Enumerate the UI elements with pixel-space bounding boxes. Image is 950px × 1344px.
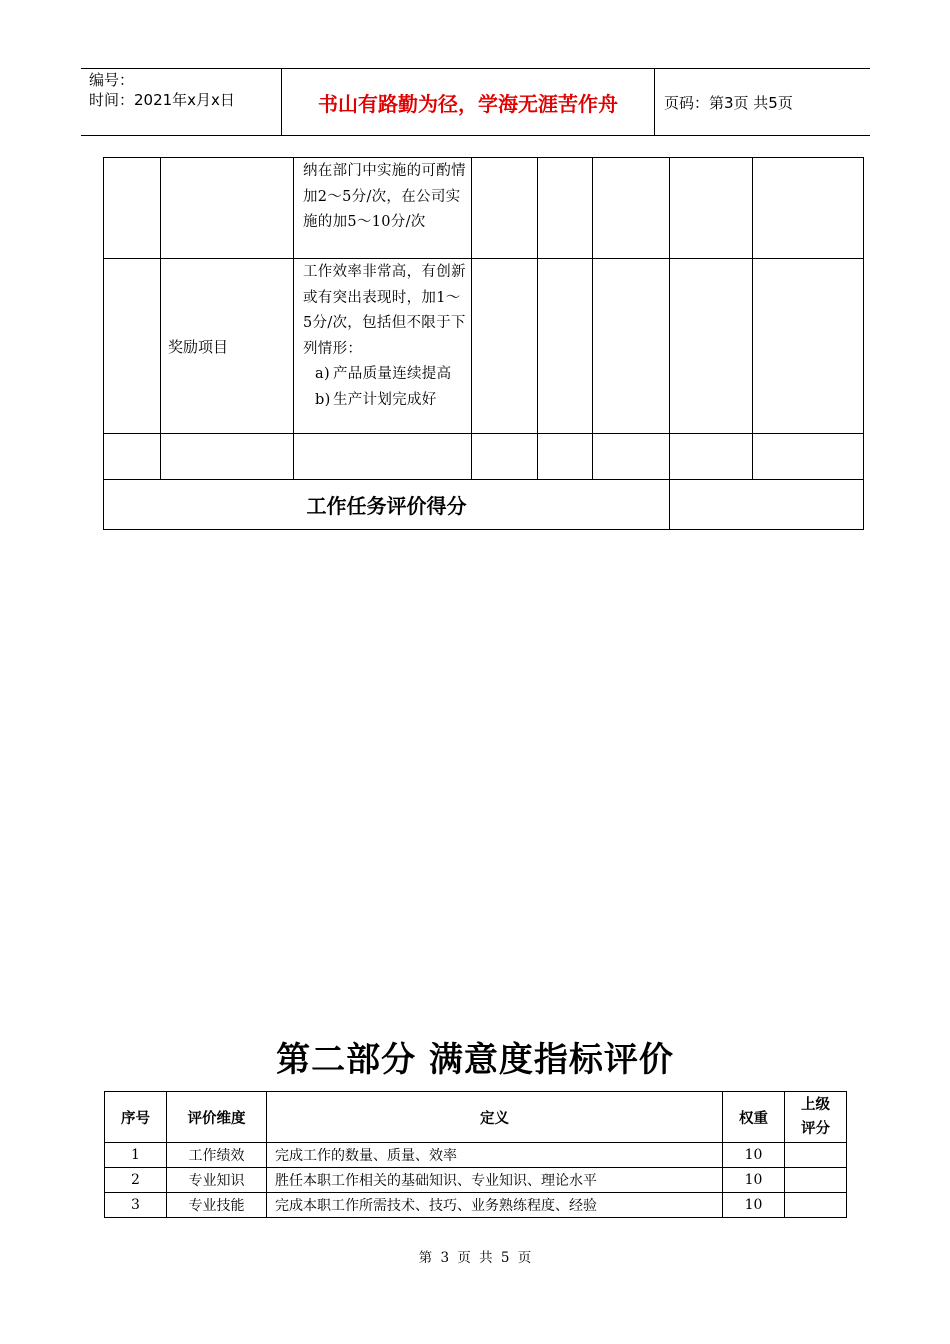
row-definition: 胜任本职工作相关的基础知识、专业知识、理论水平 (267, 1168, 723, 1193)
list-item-index: b) (315, 391, 331, 408)
task-score-label: 工作任务评价得分 (104, 480, 670, 530)
row-weight: 10 (723, 1168, 785, 1193)
header-divider (654, 69, 655, 136)
reward-description-text: 工作效率非常高，有创新或有突出表现时，加1～5分/次，包括但不限于下列情形： (303, 264, 466, 357)
task-score-value (670, 480, 864, 530)
table-header-row (105, 1092, 847, 1143)
table-cell (538, 158, 593, 259)
header-score (785, 1092, 847, 1143)
item-description: 纳在部门中实施的可酌情加2～5分/次，在公司实施的加5～10分/次 (294, 158, 472, 259)
row-dimension: 工作绩效 (167, 1143, 267, 1168)
page-info: 页码：第3页 共5页 (664, 94, 793, 112)
header-no: 序号 (105, 1092, 167, 1143)
header-definition: 定义 (267, 1092, 723, 1143)
table-cell (753, 158, 864, 259)
header-weight: 权重 (723, 1092, 785, 1143)
table-cell (753, 259, 864, 434)
table-cell (593, 259, 670, 434)
table-row (105, 1168, 847, 1193)
table-row (104, 434, 864, 480)
table-row (104, 259, 864, 434)
list-item-text: 产品质量连续提高 (333, 366, 452, 382)
table-cell (472, 158, 538, 259)
row-dimension: 专业技能 (167, 1193, 267, 1218)
table-cell (294, 434, 472, 480)
document-date: 时间：2021年x月x日 (89, 91, 235, 109)
table-cell (104, 434, 161, 480)
row-weight: 10 (723, 1193, 785, 1218)
item-label (161, 158, 294, 259)
table-cell (538, 434, 593, 480)
table-cell (538, 259, 593, 434)
task-evaluation-table (103, 157, 864, 530)
table-cell (670, 259, 753, 434)
header-score-line1: 上级 (801, 1097, 830, 1113)
section-title: 第二部分 满意度指标评价 (276, 1040, 674, 1080)
table-row (104, 158, 864, 259)
list-item-index: a) (315, 366, 330, 382)
row-definition: 完成工作的数量、质量、效率 (267, 1143, 723, 1168)
table-cell (472, 259, 538, 434)
table-cell (104, 158, 161, 259)
reward-item-description (294, 259, 472, 434)
table-cell (161, 434, 294, 480)
table-cell (753, 434, 864, 480)
table-cell (670, 434, 753, 480)
table-cell (593, 434, 670, 480)
row-definition: 完成本职工作所需技术、技巧、业务熟练程度、经验 (267, 1193, 723, 1218)
table-cell (593, 158, 670, 259)
page-footer: 第 3 页 共 5 页 (418, 1250, 532, 1266)
header-dimension: 评价维度 (167, 1092, 267, 1143)
row-score (785, 1143, 847, 1168)
table-cell (670, 158, 753, 259)
table-row (105, 1143, 847, 1168)
row-no: 2 (105, 1168, 167, 1193)
header-score-line2: 评分 (801, 1121, 830, 1137)
satisfaction-table (104, 1091, 847, 1218)
row-no: 1 (105, 1143, 167, 1168)
reward-item-label: 奖励项目 (161, 259, 294, 434)
list-item (303, 388, 467, 414)
row-no: 3 (105, 1193, 167, 1218)
row-weight: 10 (723, 1143, 785, 1168)
table-cell (104, 259, 161, 434)
list-item (303, 362, 467, 388)
row-score (785, 1168, 847, 1193)
table-row (104, 480, 864, 530)
row-dimension: 专业知识 (167, 1168, 267, 1193)
row-score (785, 1193, 847, 1218)
document-number-label: 编号： (89, 71, 135, 89)
table-row (105, 1193, 847, 1218)
header-motto: 书山有路勤为径，学海无涯苦作舟 (318, 92, 618, 116)
table-cell (472, 434, 538, 480)
list-item-text: 生产计划完成好 (333, 391, 437, 408)
